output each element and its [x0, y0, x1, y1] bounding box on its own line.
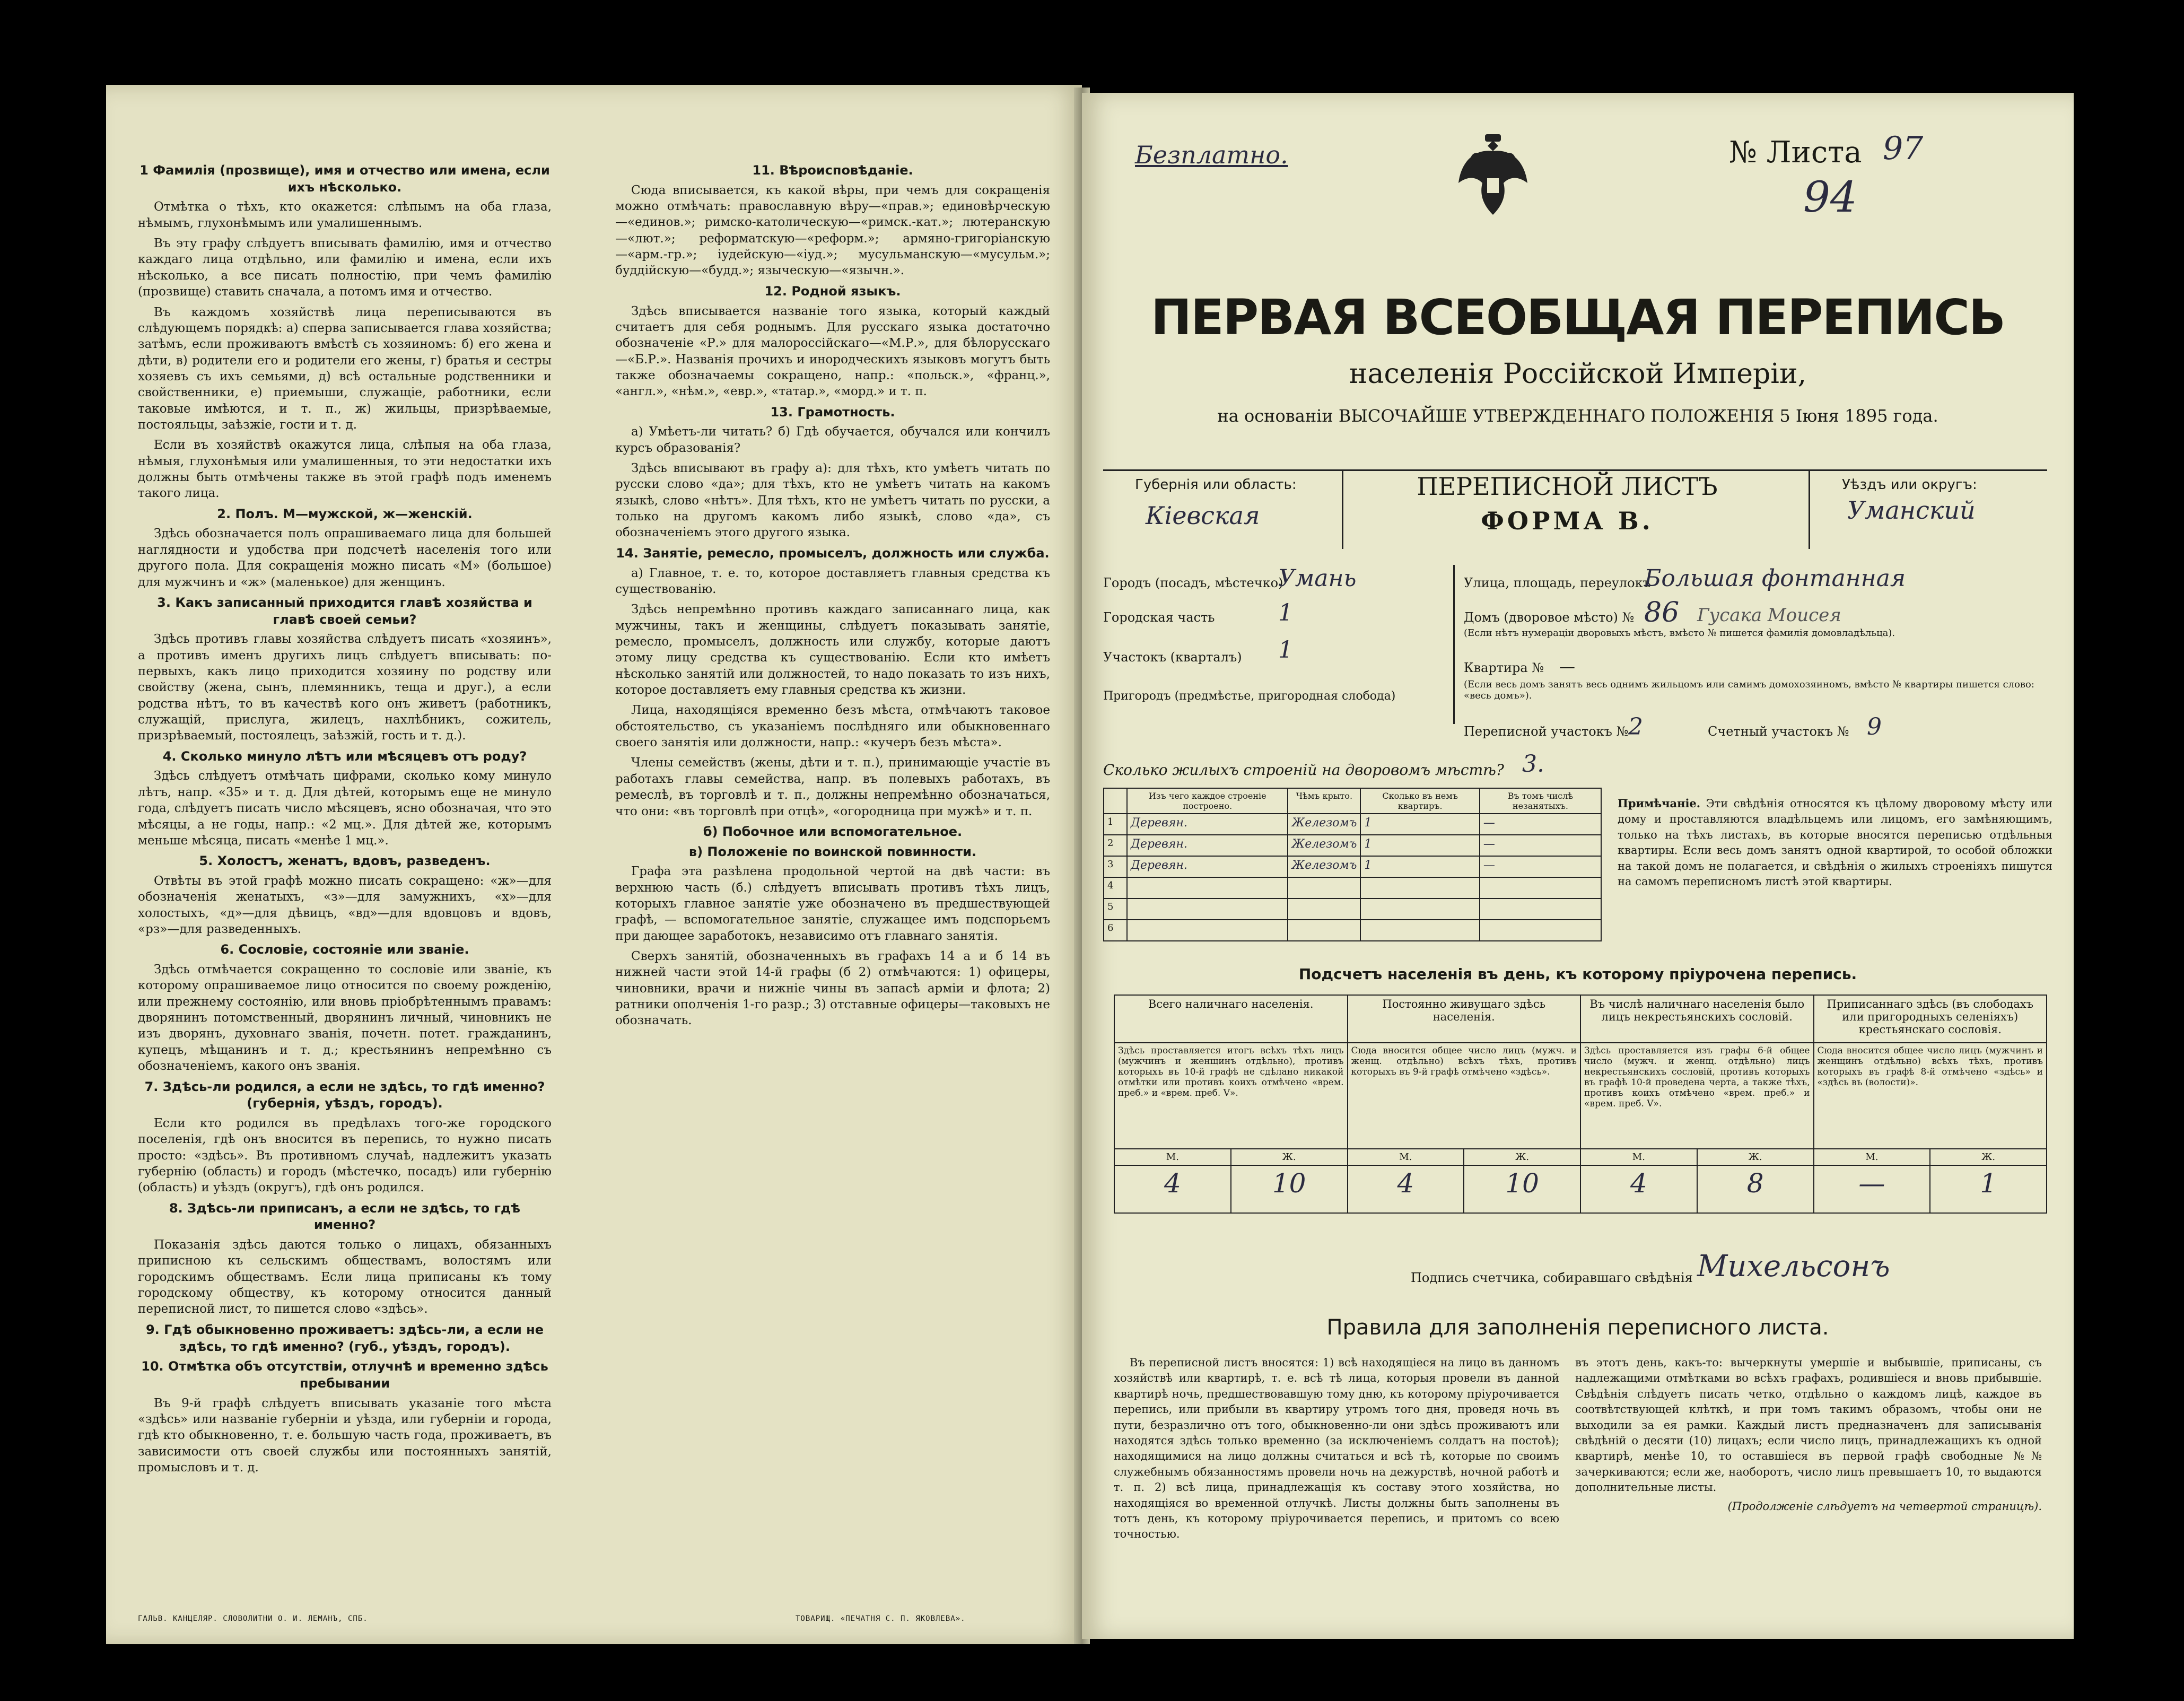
buildings-header: Въ томъ числѣ незанятыхъ.	[1480, 788, 1601, 814]
buildings-cell-flats: 1	[1360, 814, 1479, 835]
census-area-value: 2	[1628, 713, 1643, 740]
section-heading: 13. Грамотность.	[770, 404, 895, 420]
section-heading: 9. Гдѣ обыкновенно проживаетъ: здѣсь-ли, а если не здѣсь, то гдѣ именно? (губ., уѣздъ, городъ).	[145, 1322, 544, 1354]
rules-title: Правила для заполненія переписного листа.	[1326, 1315, 1829, 1340]
form-title: ПЕРЕПИСНОЙ ЛИСТЪ	[1417, 472, 1718, 501]
province-box	[1103, 469, 1343, 549]
section-heading: 1 Фамилія (прозвище), имя и отчество или имена, если ихъ нѣсколько.	[139, 163, 550, 195]
note-title: Примѣчаніе.	[1618, 797, 1701, 810]
buildings-cell-roof	[1288, 899, 1360, 920]
section-heading: 2. Полъ. М—мужской, ж—женскій.	[217, 506, 473, 521]
paragraph: Здѣсь отмѣчается сокращенно то сословіе или званіе, къ которому опрашиваемое лицо относится по своему рожденію, или прежнему состоянію, или вновь пріобрѣтеннымъ правамъ: дворянинъ потомственный, дворянинъ личный, чиновникъ не изъ дворянъ, духовнаго званія, почетн. потет. гражданинъ, купецъ, мѣщанинъ и т. д.; крестьянинъ непремѣнно съ обозначеніемъ, какого онъ званія.	[138, 963, 552, 1074]
count-description: Здѣсь проставляется изъ графы 6-й общее число (мужч. и женщ. отдѣльно) лицъ некрестьянскихъ сословій, противъ которыхъ въ графѣ 10-й проведена черта, а также тѣхъ, противъ коихъ отмѣчено «врем. преб.» и «врем. преб. V».	[1580, 1043, 1814, 1149]
free-label: Безплатно.	[1135, 141, 1288, 169]
male-label: М.	[1348, 1149, 1464, 1165]
buildings-row	[1104, 899, 1601, 920]
buildings-row	[1104, 856, 1601, 877]
buildings-cell-material	[1127, 899, 1288, 920]
buildings-cell-roof: Железомъ	[1288, 856, 1360, 877]
buildings-cell-n: 1	[1104, 814, 1127, 835]
count-header: Постоянно живущаго здѣсь населенія.	[1348, 995, 1581, 1043]
quarter-label: Участокъ (кварталъ)	[1103, 650, 1242, 665]
census-subtitle: населенія Россійской Имперіи,	[1349, 358, 1807, 390]
district-label: Уѣздъ или округъ:	[1842, 477, 1977, 493]
row-number-header	[1104, 788, 1127, 814]
section-heading: 7. Здѣсь-ли родился, а если не здѣсь, то гдѣ именно? (губернія, уѣздъ, городъ).	[144, 1079, 545, 1111]
section-heading: 3. Какъ записанный приходится главѣ хозяйства и главѣ своей семьи?	[157, 595, 532, 627]
form-name: ФОРМА В.	[1481, 507, 1654, 535]
buildings-cell-n: 4	[1104, 877, 1127, 899]
buildings-cell-flats: 1	[1360, 856, 1479, 877]
paragraph: Здѣсь непремѣнно противъ каждаго записаннаго лица, как мужчины, такъ и женщины, слѣдуетъ показывать занятіе, ремесло, промыселъ, должность или службу, которые даютъ этому лицу средства къ существованію. Если кто имѣетъ нѣсколько занятій или должностей, то надо показать то изъ нихъ, которое доставляетъ ему главныя средства къ жизни.	[615, 603, 1050, 697]
count-description: Сюда вносится общее число лицъ (мужч. и женщ. отдѣльно) всѣхъ тѣхъ, противъ которыхъ въ 9-й графѣ отмѣчено «здѣсь».	[1348, 1043, 1581, 1149]
paragraph: Въ 9-й графѣ слѣдуетъ вписывать указаніе того мѣста «здѣсь» или названіе губерніи и уѣзда, или губерніи и города, гдѣ кто обыкновенно, т. е. большую часть года, проживаетъ, въ зависимости отъ своей службы или постоянныхъ занятій, промысловъ и т. д.	[138, 1396, 552, 1475]
count-area-value: 9	[1867, 713, 1882, 740]
flat-note: (Если весь домъ занятъ весь однимъ жильцомъ или самимъ домохозяиномъ, вмѣсто № квартиры пишется слово: «весь домъ»).	[1464, 679, 2034, 701]
flat-value: —	[1559, 658, 1575, 676]
sheet-number-value: 97	[1883, 130, 1924, 167]
buildings-cell-material	[1127, 877, 1288, 899]
count-description: Сюда вносится общее число лицъ (мужчинъ и женщинъ отдѣльно) всѣхъ тѣхъ, противъ которыхъ въ графѣ 8-й отмѣчено «здѣсь» и «здѣсь въ (волости)».	[1814, 1043, 2047, 1149]
male-label: М.	[1580, 1149, 1697, 1165]
buildings-cell-roof	[1288, 920, 1360, 941]
count-title: Подсчетъ населенія въ день, къ которому пріурочена перепись.	[1298, 965, 1857, 983]
district-value: Уманский	[1847, 496, 1976, 525]
address-right-block	[1464, 565, 2058, 745]
buildings-row	[1104, 877, 1601, 899]
buildings-label: Сколько жилыхъ строеній на дворовомъ мѣстѣ?	[1103, 761, 1504, 779]
paragraph: Если въ хозяйствѣ окажутся лица, слѣпыя на оба глаза, нѣмыя, глухонѣмыя или умалишенныя, то эти недостатки ихъ должны быть отмѣчены также въ этой графѣ подъ именемъ такого лица.	[138, 438, 552, 501]
imperial-eagle-emblem	[1453, 130, 1533, 220]
paragraph: Въ эту графу слѣдуетъ вписывать фамилію, имя и отчество каждаго лица отдѣльно, или фамилію и имена, если ихъ нѣсколько, а все писать полностію, при чемъ фамилію (прозвище) ставить сначала, а потомъ имя и отчество.	[138, 237, 552, 299]
section-heading: 6. Сословіе, состояніе или званіе.	[220, 942, 469, 957]
province-label: Губернія или область:	[1135, 477, 1297, 493]
district-box	[1809, 469, 2049, 549]
count-value: —	[1814, 1165, 1930, 1213]
paragraph: Члены семействъ (жены, дѣти и т. п.), принимающіе участіе въ работахъ главы семейства, напр. въ полевыхъ работахъ, въ ремеслѣ, въ торговлѣ и т. п., должны непремѣнно обозначаться, что они: «въ торговлѣ при отцѣ», «огородница при мужѣ» и т. п.	[615, 756, 1050, 818]
buildings-cell-n: 5	[1104, 899, 1127, 920]
house-owner: Гусака Моисея	[1697, 605, 1841, 626]
paragraph: Отвѣты въ этой графѣ можно писать сокращено: «ж»—для обозначенія женатыхъ, «з»—для замужнихъ, «х»—для холостыхъ, «д»—для дѣвицъ, «вд»—для вдовцовъ и вдовъ, «рз»—для разведенныхъ.	[138, 874, 552, 936]
rules-column-1: Въ переписной листъ вносятся: 1) всѣ находящіеся на лицо въ данномъ хозяйствѣ или квартирѣ, т. е. всѣ тѣ лица, которыя провели въ данной квартирѣ ночь, предшествовавшую тому дню, къ которому пріурочивается перепись, или прибыли въ квартиру утромъ того дня, проведя ночь въ пути, безразлично отъ того, обыкновенно-ли они здѣсь проживаютъ или находятся здѣсь только временно (за исключеніемъ солдатъ на постоѣ); находящимися на лицо должны считаться и всѣ тѣ, которые по своимъ служебнымъ обязанностямъ провели ночь на дежурствѣ, ночной работѣ и т. п. 2) всѣ лица, принадлежащія къ составу этого хозяйства, но находящіяся во временной отлучкѣ. Листы должны быть заполнены въ тотъ день, къ которому пріурочивается перепись, и притомъ со всею точностью.	[1114, 1356, 1559, 1541]
rules-column-2-text: въ этотъ день, какъ-то: вычеркнуты умершіе и выбывшіе, приписаны, съ надлежащими отмѣтками во всѣхъ графахъ, родившіеся и вновь прибывшіе. Свѣдѣнія слѣдуетъ писать четко, отдѣльно о каждомъ лицѣ, каждое въ соотвѣтствующей клѣткѣ, и при томъ такимъ образомъ, чтобы они не выходили за ея рамки. Каждый листъ предназначенъ для записыванія свѣдѣній о десяти (10) лицахъ; если число лицъ, принадлежащихъ къ одной квартирѣ, менѣе 10, то оставшіеся въ первой графѣ свободные №№ зачеркиваются; если же, наоборотъ, число лицъ превышаетъ 10, то выдаются дополнительные листы.	[1575, 1356, 2042, 1494]
paragraph: Въ каждомъ хозяйствѣ лица переписываются въ слѣдующемъ порядкѣ: а) сперва записывается глава хозяйства; затѣмъ, если проживаютъ вмѣстѣ съ хозяиномъ: б) его жена и дѣти, в) родители его и родители его жены, г) братья и сестры хозяевъ съ ихъ семьями, д) всѣ остальные родственники и свойственники, е) приемыши, служащіе, работники, если таковые имѣются, и т. п., ж) жильцы, призрѣваемые, постояльцы, заѣзжіе, гости и т. д.	[138, 305, 552, 432]
count-value: 10	[1231, 1165, 1348, 1213]
count-value: 1	[1930, 1165, 2047, 1213]
count-value: 10	[1464, 1165, 1580, 1213]
buildings-value: 3.	[1522, 751, 1544, 778]
count-header: Приписаннаго здѣсь (въ слободахъ или пригородныхъ селеніяхъ) крестьянскаго сословія.	[1814, 995, 2047, 1043]
city-part-label: Городская часть	[1103, 610, 1215, 625]
buildings-table	[1103, 788, 1602, 941]
buildings-cell-material	[1127, 920, 1288, 941]
buildings-cell-n: 6	[1104, 920, 1127, 941]
city-part-value: 1	[1278, 599, 1293, 626]
buildings-header: Чѣмъ крыто.	[1288, 788, 1360, 814]
signature-value: Михельсонъ	[1697, 1249, 1890, 1284]
paragraph: а) Умѣетъ-ли читать? б) Гдѣ обучается, обучался или кончилъ курсъ образованія?	[615, 425, 1050, 455]
buildings-row	[1104, 814, 1601, 835]
buildings-cell-n: 3	[1104, 856, 1127, 877]
paragraph: Сюда вписывается, къ какой вѣры, при чемъ для сокращенія можно отмѣчать: православную вѣру—«прав.»; единовѣрческую—«единов.»; римско-католическую—«римск.-кат.»; лютеранскую—«лют.»; реформатскую—«реформ.»; армяно-григоріанскую—«арм.-гр.»; іудейскую—«іуд.»; мусульманскую—«мусульм.»; буддійскую—«будд.»; языческую—«язычн.».	[615, 183, 1050, 278]
paragraph: Если кто родился въ предѣлахъ того-же городского поселенія, гдѣ онъ вносится въ перепись, то нужно писать просто: «здѣсь». Въ противномъ случаѣ, надлежитъ указать губернію (область) и городъ (мѣстечко, посадъ) или губернію (область) и уѣздъ (округъ), гдѣ онъ родился.	[138, 1116, 552, 1195]
buildings-cell-material: Деревян.	[1127, 835, 1288, 856]
city-value: Умань	[1278, 565, 1357, 592]
census-area-label: Переписной участокъ №	[1464, 724, 1629, 739]
buildings-cell-flats	[1360, 899, 1479, 920]
city-label: Городъ (посадъ, мѣстечко)	[1103, 575, 1283, 590]
count-value: 4	[1348, 1165, 1464, 1213]
section-heading: 5. Холостъ, женатъ, вдовъ, разведенъ.	[199, 853, 491, 869]
buildings-cell-n: 2	[1104, 835, 1127, 856]
buildings-cell-empty	[1480, 877, 1601, 899]
section-heading: 4. Сколько минуло лѣтъ или мѣсяцевъ отъ роду?	[162, 748, 527, 764]
buildings-cell-roof: Железомъ	[1288, 835, 1360, 856]
printer-imprint-right: ТОВАРИЩ. «ПЕЧАТНЯ С. П. ЯКОВЛЕВА».	[796, 1615, 966, 1623]
female-label: Ж.	[1697, 1149, 1814, 1165]
printer-imprint-left: ГАЛЬВ. КАНЦЕЛЯР. СЛОВОЛИТНИ О. И. ЛЕМАНЪ, СПБ.	[138, 1615, 368, 1623]
census-basis: на основаніи ВЫСОЧАЙШЕ УТВЕРЖДЕННАГО ПОЛОЖЕНІЯ 5 Іюня 1895 года.	[1217, 406, 1938, 426]
buildings-cell-flats	[1360, 877, 1479, 899]
paragraph: Отмѣтка о тѣхъ, кто окажется: слѣпымъ на оба глаза, нѣмымъ, глухонѣмымъ или умалишеннымъ.	[138, 200, 552, 230]
signature-label: Подпись счетчика, собиравшаго свѣдѣнія	[1411, 1270, 1693, 1285]
buildings-cell-flats	[1360, 920, 1479, 941]
buildings-cell-roof	[1288, 877, 1360, 899]
section-heading: 14. Занятіе, ремесло, промыселъ, должность или служба.	[616, 545, 1050, 561]
buildings-cell-empty	[1480, 899, 1601, 920]
buildings-cell-empty: —	[1480, 814, 1601, 835]
flat-label: Квартира №	[1464, 660, 1544, 675]
female-label: Ж.	[1231, 1149, 1348, 1165]
section-heading: 11. Вѣроисповѣданіе.	[752, 163, 913, 178]
female-label: Ж.	[1930, 1149, 2047, 1165]
count-table	[1114, 995, 2047, 1214]
female-label: Ж.	[1464, 1149, 1580, 1165]
paragraph: а) Главное, т. е. то, которое доставляетъ главныя средства къ существованію.	[615, 566, 1050, 596]
rules-column-2	[1575, 1355, 2042, 1514]
buildings-cell-material: Деревян.	[1127, 856, 1288, 877]
paragraph: Графа эта разѣлена продольной чертой на двѣ части: въ верхнюю часть (б.) слѣдуетъ вписывать противъ тѣхъ лицъ, которыхъ главное занятіе уже обозначено въ предшествующей графѣ, — вспомогательное занятіе, служащее имъ подспорьемъ при дающее заработокъ, независимо отъ главнаго занятія.	[615, 865, 1050, 943]
male-label: М.	[1814, 1149, 1930, 1165]
buildings-row	[1104, 920, 1601, 941]
buildings-cell-empty: —	[1480, 856, 1601, 877]
buildings-cell-flats: 1	[1360, 835, 1479, 856]
paragraph: Здѣсь слѣдуетъ отмѣчать цифрами, сколько кому минуло лѣтъ, напр. «35» и т. д. Для дѣтей, которымъ еще не минуло года, слѣдуетъ писать число мѣсяцевъ, ясно обозначая, что это мѣсяцы, а не годы, напр.: «2 мц.». Для дѣтей же, которымъ меньше мѣсяца, писать «менѣе 1 мц.».	[138, 769, 552, 848]
house-value: 86	[1644, 597, 1680, 629]
province-value: Кіевская	[1146, 501, 1260, 530]
section-heading: 8. Здѣсь-ли приписанъ, а если не здѣсь, то гдѣ именно?	[169, 1200, 521, 1233]
paragraph: Сверхъ занятій, обозначенныхъ въ графахъ 14 а и б 14 въ нижней части этой 14-й графы (б 2) отмѣчаются: 1) офицеры, чиновники, врачи и нижніе чины въ запасѣ арміи и флота; 2) ратники ополченія 1-го разр.; 3) отставные офицеры—таковыхъ не обозначать.	[615, 949, 1050, 1028]
buildings-header: Изъ чего каждое строеніе построено.	[1127, 788, 1288, 814]
buildings-cell-empty: —	[1480, 835, 1601, 856]
paragraph: Здѣсь противъ главы хозяйства слѣдуетъ писать «хозяинъ», а противъ именъ другихъ лицъ слѣдуетъ вписывать: по-первыхъ, какъ лицо приходится хозяину по родству или свойству (жена, сынъ, племянникъ, теща и друг.), а если родства нѣтъ, то въ качествѣ кого онъ живетъ (работникъ, служащій, прислуга, жилецъ, нахлѣбникъ, сожитель, призрѣваемый, постоялецъ, заѣзжій, гость и т. д.).	[138, 632, 552, 743]
house-label: Домъ (дворовое мѣсто) №	[1464, 610, 1635, 625]
census-title: ПЕРВАЯ ВСЕОБЩАЯ ПЕРЕПИСЬ	[1150, 289, 2005, 346]
buildings-cell-roof: Железомъ	[1288, 814, 1360, 835]
section-heading: 10. Отмѣтка объ отсутствіи, отлучнѣ и временно здѣсь пребывании	[141, 1359, 548, 1391]
paragraph: Показанія здѣсь даются только о лицахъ, обязанныхъ приписною къ сельскимъ обществамъ, волостямъ или городскимъ обществамъ. Если лица приписаны къ тому городскому обществу, къ которому относится данный переписной лист, то пишется слово «здѣсь».	[138, 1238, 552, 1316]
count-area-label: Счетный участокъ №	[1708, 724, 1849, 739]
count-value: 8	[1697, 1165, 1814, 1213]
section-heading: 12. Родной языкъ.	[764, 283, 901, 299]
buildings-cell-empty	[1480, 920, 1601, 941]
count-value: 4	[1580, 1165, 1697, 1213]
count-description: Здѣсь проставляется итогъ всѣхъ тѣхъ лицъ (мужчинъ и женщинъ отдѣльно), противъ которыхъ въ 10-й графѣ не сдѣлано никакой отмѣтки или противъ коихъ отмѣчено «врем. преб.» и «врем. преб. V».	[1114, 1043, 1348, 1149]
note-text: Эти свѣдѣнія относятся къ цѣлому дворовому мѣсту или дому и проставляются владѣльцемъ или лицомъ, его замѣняющимъ, только на тѣхъ листахъ, въ которые вносятся переписью отдѣльныя квартиры. Если весь домъ занятъ одной квартирой, то особой обложки на такой домъ не полагается, и свѣдѣнія о жилыхъ строеніяхъ пишутся на самомъ переписномъ листѣ этой квартиры.	[1618, 797, 2052, 888]
street-label: Улица, площадь, переулокъ	[1464, 575, 1651, 590]
buildings-note	[1618, 796, 2052, 889]
quarter-value: 1	[1278, 636, 1293, 664]
right-page	[1082, 93, 2074, 1639]
paragraph: Лица, находящіяся временно безъ мѣста, отмѣчаютъ таковое обстоятельство, съ указаніемъ послѣдняго или обыкновеннаго своего занятія или должности, напр.: «кучеръ безъ мѣста».	[615, 703, 1050, 750]
buildings-cell-material: Деревян.	[1127, 814, 1288, 835]
count-header: Всего наличнаго населенія.	[1114, 995, 1348, 1043]
left-column-1	[138, 159, 552, 1480]
street-value: Большая фонтанная	[1644, 565, 1906, 592]
buildings-row	[1104, 835, 1601, 856]
count-value: 4	[1114, 1165, 1231, 1213]
male-label: М.	[1114, 1149, 1231, 1165]
address-left-block	[1103, 565, 1455, 724]
house-note: (Если нѣтъ нумераціи дворовыхъ мѣстъ, вмѣсто № пишется фамилія домовладѣльца).	[1464, 627, 1895, 639]
paragraph: Здѣсь обозначается полъ опрашиваемаго лица для большей наглядности и удобства при подсчетѣ населенія того или другого пола. Для сокращенія можно писать «М» (большое) для мужчинъ и «ж» (маленькое) для женщинъ.	[138, 527, 552, 589]
paragraph: Здѣсь вписывается названіе того языка, который каждый считаетъ для себя роднымъ. Для русскаго языка достаточно обозначеніе «Р.» для малороссійскаго—«М.Р.», для бѣлорусскаго—«Б.Р.». Названія прочихъ и инородческихъ языковъ могутъ быть также обозначаемы сокращено, напр.: «польск.», «франц.», «англ.», «нѣм.», «евр.», «татар.», «морд.» и т. п.	[615, 304, 1050, 399]
section-heading: в) Положеніе по воинской повинности.	[688, 844, 977, 859]
suburb-label: Пригородъ (предмѣстье, пригородная слобода)	[1103, 690, 1396, 703]
count-header: Въ числѣ наличнаго населенія было лицъ некрестьянскихъ сословій.	[1580, 995, 1814, 1043]
sheet-number-extra: 94	[1803, 172, 1857, 222]
paragraph: Здѣсь вписывают въ графу а): для тѣхъ, кто умѣетъ читать по русски слово «да»; для тѣхъ, кто не умѣетъ читать на какомъ языкѣ, слово «нѣтъ». Для тѣхъ, кто не умѣетъ читать по русски, а только на другомъ какомъ либо языкѣ, слово «да», съ обозначеніемъ этого другого языка.	[615, 461, 1050, 540]
left-page	[106, 85, 1082, 1644]
section-heading: б) Побочное или вспомогательное.	[703, 824, 963, 839]
sheet-number-label: № Листа	[1729, 135, 1862, 170]
buildings-header: Сколько въ немъ квартиръ.	[1360, 788, 1479, 814]
left-column-2	[615, 159, 1050, 1033]
rules-continue: (Продолженіе слѣдуетъ на четвертой страницѣ).	[1727, 1499, 2042, 1513]
